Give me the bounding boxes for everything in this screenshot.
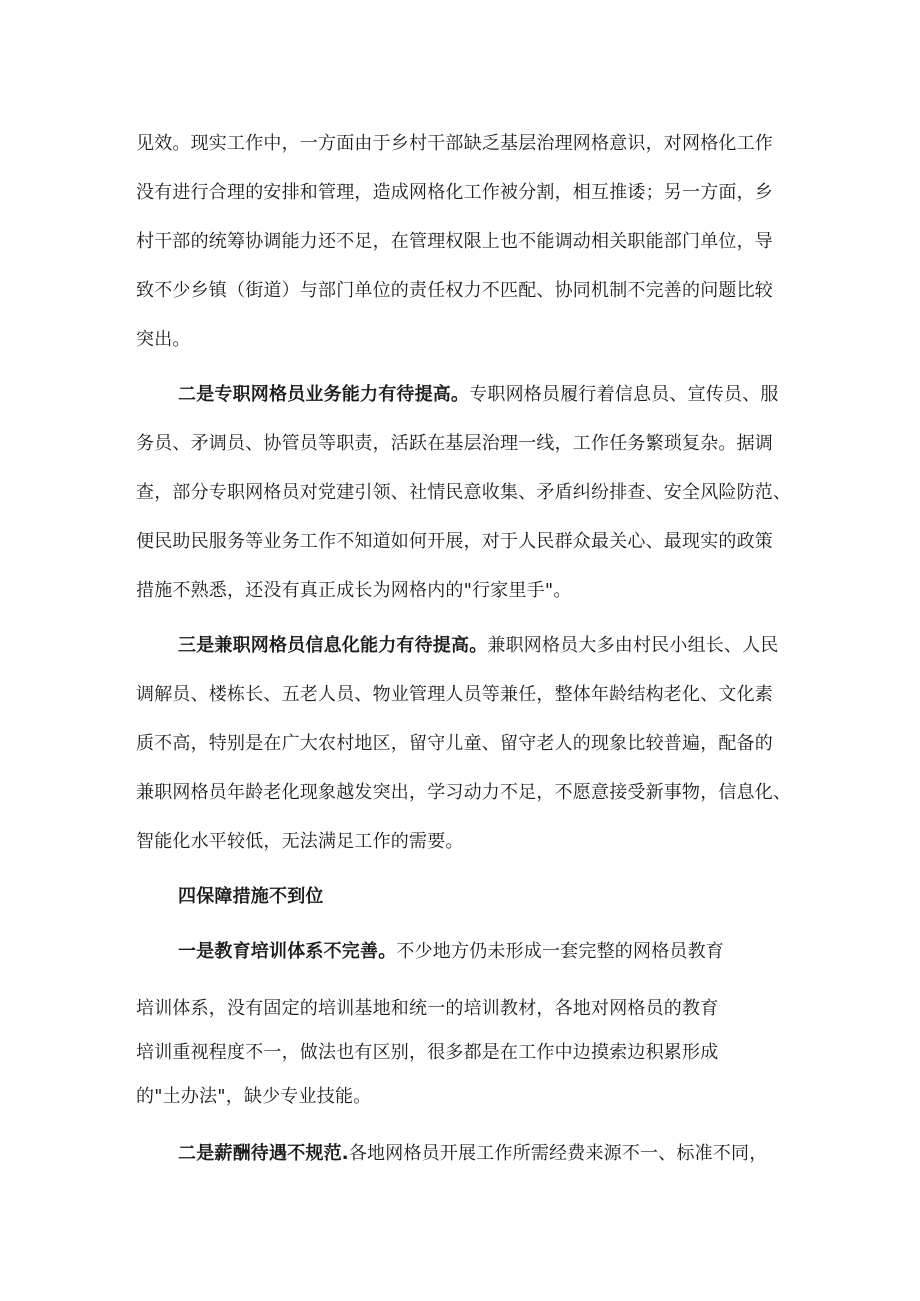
paragraph-line: 智能化水平较低，无法满足工作的需要。 <box>136 831 464 852</box>
paragraph-line: 培训重视程度不一，做法也有区别，很多都是在工作中边摸索边积累形成 <box>136 1042 719 1063</box>
section-heading: 四保障措施不到位 <box>178 886 324 907</box>
paragraph-line: 没有进行合理的安排和管理，造成网格化工作被分割，相互推诿；另一方面，乡 <box>136 182 773 203</box>
paragraph-line: 便民助民服务等业务工作不知道如何开展，对于人民群众最关心、最现实的政策 <box>136 531 773 552</box>
paragraph-first-line <box>178 384 779 406</box>
paragraph-line: 村干部的统筹协调能力还不足，在管理权限上也不能调动相关职能部门单位，导 <box>136 231 773 252</box>
paragraph-line: 兼职网格员年龄老化现象越发突出，学习动力不足，不愿意接受新事物，信息化、 <box>136 782 792 803</box>
paragraph-line: 培训体系，没有固定的培训基地和统一的培训教材，各地对网格员的教育 <box>136 998 719 1019</box>
paragraph-text: 专职网格员履行着信息员、宣传员、服 <box>469 384 779 405</box>
paragraph-heading: 二是专职网格员业务能力有待提高。 <box>178 384 470 405</box>
paragraph-line: 见效。现实工作中，一方面由于乡村干部缺乏基层治理网格意识，对网格化工作 <box>136 133 773 154</box>
paragraph-heading: 二是薪酬待遇不规范. <box>178 1143 349 1164</box>
paragraph-line: 突出。 <box>136 329 191 350</box>
paragraph-line: 质不高，特别是在广大农村地区，留守儿童、留守老人的现象比较普遍，配备的 <box>136 733 773 754</box>
paragraph-line: 调解员、楼栋长、五老人员、物业管理人员等兼任，整体年龄结构老化、文化素 <box>136 684 773 705</box>
paragraph-line: 查，部分专职网格员对党建引领、社情民意收集、矛盾纠纷排查、安全风险防范、 <box>136 482 792 503</box>
paragraph-text: 各地网格员开展工作所需经费来源不一、标准不同， <box>348 1143 768 1164</box>
paragraph-line: 措施不熟悉，还没有真正成长为网格内的"行家里手"。 <box>136 580 572 601</box>
paragraph-line: 务员、矛调员、协管员等职责，活跃在基层治理一线，工作任务繁琐复杂。据调 <box>136 433 773 454</box>
paragraph-first-line <box>178 1143 767 1165</box>
paragraph-text: 兼职网格员大多由村民小组长、人民 <box>487 635 779 656</box>
paragraph-line: 致不少乡镇（街道）与部门单位的责任权力不匹配、协同机制不完善的问题比较 <box>136 280 773 301</box>
paragraph-text: 不少地方仍未形成一套完整的网格员教育 <box>396 941 725 962</box>
paragraph-line: 的"土办法"，缺少专业技能。 <box>136 1086 372 1107</box>
paragraph-first-line <box>178 941 724 963</box>
paragraph-heading: 一是教育培训体系不完善。 <box>178 941 397 962</box>
paragraph-first-line <box>178 635 779 657</box>
paragraph-heading: 三是兼职网格员信息化能力有待提高。 <box>178 635 488 656</box>
